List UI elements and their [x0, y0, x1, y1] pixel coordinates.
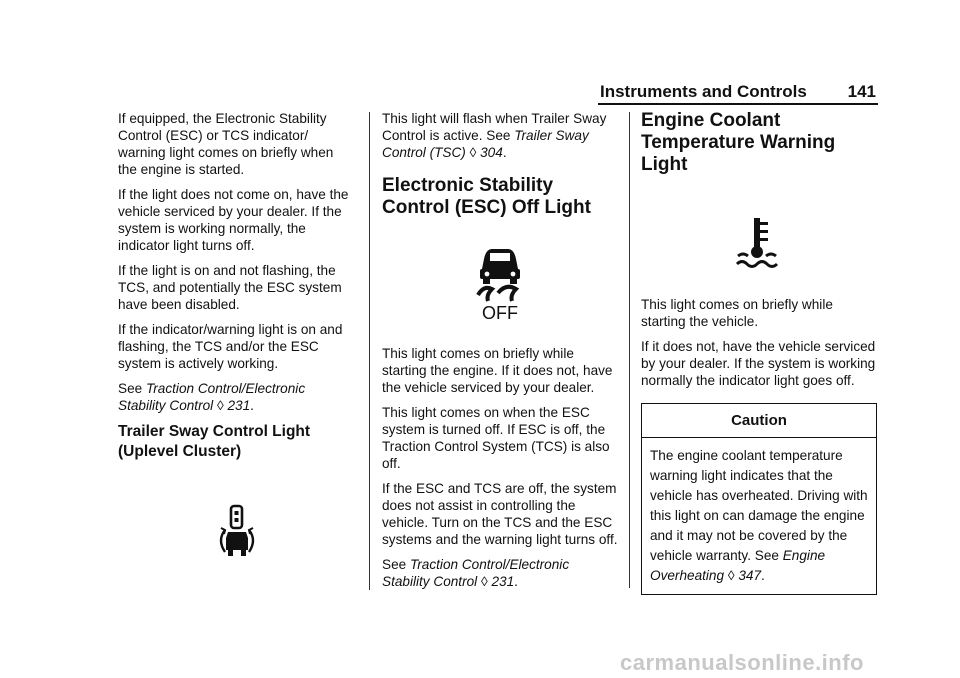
coolant-heading: Engine Coolant Temperature Warning Light	[641, 110, 836, 175]
page-ref-number: 304	[480, 145, 503, 160]
column-1	[118, 110, 356, 560]
cross-reference-link[interactable]: Traction Control/Electronic Stability Control	[382, 557, 570, 589]
paragraph: This light will flash when Trailer Sway Control is active. See Trailer Sway Control (TSC) ◊ 304.	[382, 111, 607, 160]
paragraph: If the ESC and TCS are off, the system does not assist in controlling the vehicle. Turn on the TCS and the ESC systems and the warning light turns off.	[382, 481, 618, 547]
page-ref-number: 347	[738, 568, 762, 583]
cross-reference-link[interactable]: Engine Overheating	[650, 548, 826, 583]
paragraph: If the light is on and not flashing, the TCS, and potentially the ESC system have been disabled.	[118, 263, 342, 312]
column-2	[382, 110, 618, 598]
esc-off-heading: Electronic Stability Control (ESC) Off Light	[382, 175, 591, 218]
column-divider-1	[369, 112, 370, 590]
column-3	[641, 110, 877, 595]
paragraph: If it does not, have the vehicle serviced by your dealer. If the system is working normally the indicator light goes off.	[641, 339, 876, 388]
paragraph: This light comes on when the ESC system is turned off. If ESC is off, the Traction Control System (TCS) is also off.	[382, 405, 610, 471]
caution-text: The engine coolant temperature warning light indicates that the vehicle has overheated. Driving with this light on can damage the engine and it may not be covered by the vehicle warranty. See Engine Overheating ◊ 347.	[650, 448, 868, 583]
section-title: Instruments and Controls	[600, 82, 807, 101]
page-number: 141	[847, 82, 876, 101]
paragraph: This light comes on briefly while starting the engine. If it does not, have the vehicle serviced by your dealer.	[382, 346, 613, 395]
cross-reference-link[interactable]: Trailer Sway Control (TSC)	[382, 128, 589, 160]
cross-reference-link[interactable]: Traction Control/Electronic Stability Control	[118, 381, 306, 413]
see-reference: See Traction Control/Electronic Stability Control ◊ 231.	[118, 381, 306, 413]
see-reference: See Traction Control/Electronic Stability Control ◊ 231.	[382, 557, 570, 589]
paragraph: If the indicator/warning light is on and flashing, the TCS and/or the ESC system is actively working.	[118, 322, 343, 371]
paragraph: If equipped, the Electronic Stability Control (ESC) or TCS indicator/ warning light comes on briefly when the engine is started.	[118, 111, 334, 177]
page-ref-icon: ◊	[727, 568, 735, 583]
page-ref-icon: ◊	[469, 145, 477, 160]
page-ref-icon: ◊	[480, 574, 488, 589]
trailer-sway-control-icon	[215, 504, 259, 560]
watermark: carmanualsonline.info	[620, 650, 864, 675]
esc-off-icon	[470, 243, 530, 323]
header-rule	[598, 103, 878, 105]
caution-box	[641, 403, 877, 595]
esc-off-label: OFF	[482, 303, 518, 323]
caution-title: Caution	[731, 412, 787, 429]
column-divider-2	[629, 112, 630, 588]
paragraph: If the light does not come on, have the vehicle serviced by your dealer. If the system is working normally, the indicator light turns off.	[118, 187, 349, 253]
engine-coolant-temperature-icon	[734, 216, 784, 270]
page-ref-number: 231	[227, 398, 251, 413]
trailer-sway-heading: Trailer Sway Control Light (Uplevel Cluster)	[118, 423, 311, 460]
page-ref-icon: ◊	[216, 398, 224, 413]
page-ref-number: 231	[491, 574, 515, 589]
paragraph: This light comes on briefly while starting the vehicle.	[641, 297, 833, 329]
caution-divider	[642, 437, 876, 438]
page-header	[600, 82, 876, 102]
